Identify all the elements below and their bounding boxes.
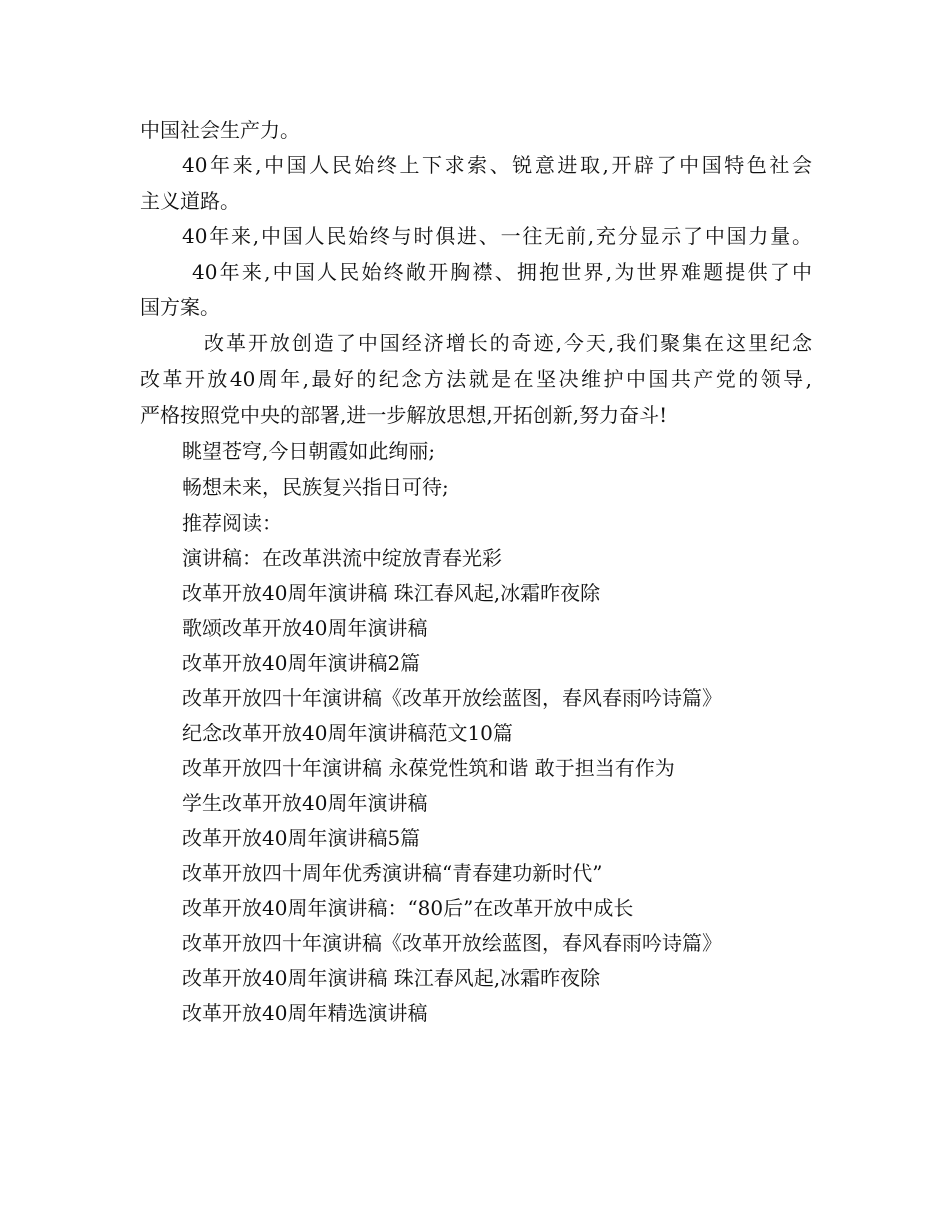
text-line: 改革开放40周年,最好的纪念方法就是在坚决维护中国共产党的领导,: [140, 367, 812, 391]
text-line: 眺望苍穹,今日朝霞如此绚丽;: [182, 439, 436, 463]
text-line: 畅想未来，民族复兴指日可待;: [182, 475, 449, 499]
recommended-link[interactable]: 改革开放40周年演讲稿5篇: [182, 826, 421, 850]
text-line: 40年来,中国人民始终上下求索、锐意进取,开辟了中国特色社会: [182, 153, 812, 177]
text-line: 国方案。: [140, 295, 220, 319]
recommended-link[interactable]: 改革开放40周年演讲稿 珠江春风起,冰霜昨夜除: [182, 966, 601, 990]
text-line: 40年来,中国人民始终与时俱进、一往无前,充分显示了中国力量。: [182, 224, 812, 248]
text-line: 严格按照党中央的部署,进一步解放思想,开拓创新,努力奋斗!: [140, 403, 668, 427]
recommended-link[interactable]: 改革开放四十年演讲稿《改革开放绘蓝图，春风春雨吟诗篇》: [182, 931, 722, 955]
recommended-link[interactable]: 改革开放四十周年优秀演讲稿“青春建功新时代”: [182, 861, 603, 885]
recommended-link[interactable]: 改革开放40周年演讲稿 珠江春风起,冰霜昨夜除: [182, 581, 601, 605]
recommended-link[interactable]: 改革开放40周年精选演讲稿: [182, 1001, 428, 1025]
text-line: 主义道路。: [140, 189, 240, 213]
recommended-link[interactable]: 改革开放四十年演讲稿 永葆党性筑和谐 敢于担当有作为: [182, 756, 675, 780]
recommended-link[interactable]: 歌颂改革开放40周年演讲稿: [182, 616, 428, 640]
recommended-link[interactable]: 学生改革开放40周年演讲稿: [182, 791, 428, 815]
recommended-link[interactable]: 改革开放40周年演讲稿：“80后”在改革开放中成长: [182, 896, 634, 920]
recommended-link[interactable]: 改革开放四十年演讲稿《改革开放绘蓝图，春风春雨吟诗篇》: [182, 686, 722, 710]
text-line: 改革开放创造了中国经济增长的奇迹,今天,我们聚集在这里纪念: [204, 331, 812, 355]
text-line: 中国社会生产力。: [140, 118, 300, 142]
text-line: 40年来,中国人民始终敞开胸襟、拥抱世界,为世界难题提供了中: [192, 260, 812, 284]
recommended-heading: 推荐阅读：: [182, 511, 282, 535]
recommended-link[interactable]: 演讲稿：在改革洪流中绽放青春光彩: [182, 546, 502, 570]
recommended-link[interactable]: 纪念改革开放40周年演讲稿范文10篇: [182, 721, 513, 745]
recommended-link[interactable]: 改革开放40周年演讲稿2篇: [182, 651, 421, 675]
